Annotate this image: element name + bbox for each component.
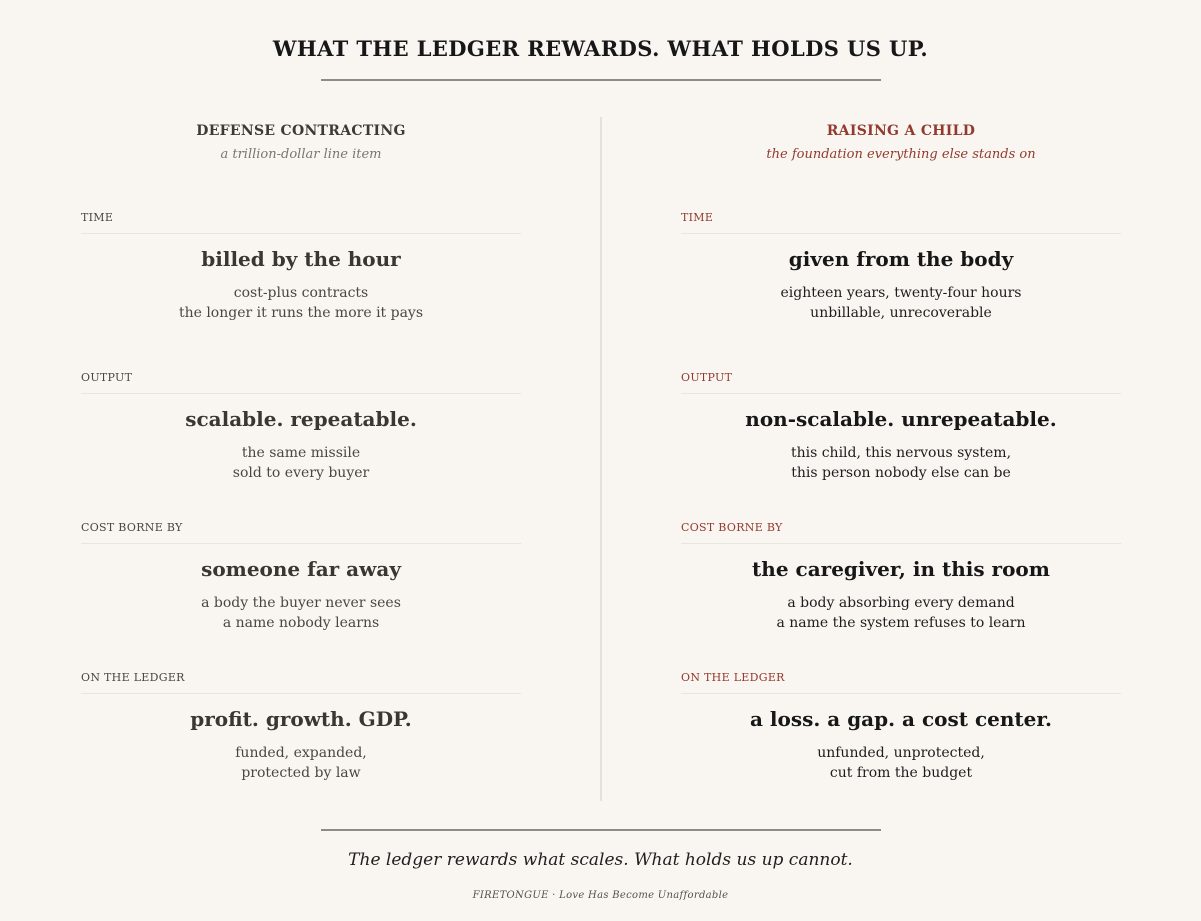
section-detail-line: a name nobody learns xyxy=(222,615,380,631)
section-headline: given from the body xyxy=(788,247,1014,271)
top-rule xyxy=(321,79,881,81)
bottom-rule xyxy=(321,829,881,831)
section-label: TIME xyxy=(81,211,114,224)
section-label: COST BORNE BY xyxy=(681,521,783,534)
section-headline: scalable. repeatable. xyxy=(185,407,417,431)
section-divider xyxy=(81,233,521,234)
section-detail-line: the same missile xyxy=(241,445,361,461)
section-headline: the caregiver, in this room xyxy=(752,557,1050,581)
tagline: The ledger rewards what scales. What holds us up cannot. xyxy=(348,850,853,870)
section-label: ON THE LEDGER xyxy=(81,671,185,684)
section-divider xyxy=(681,543,1121,544)
section-detail-line: a body the buyer never sees xyxy=(201,595,401,611)
section-detail-line: unfunded, unprotected, xyxy=(817,745,985,761)
section-headline: non-scalable. unrepeatable. xyxy=(745,407,1057,431)
page-title: WHAT THE LEDGER REWARDS. WHAT HOLDS US UP. xyxy=(272,36,929,61)
section-headline: a loss. a gap. a cost center. xyxy=(749,707,1053,731)
section-label: TIME xyxy=(681,211,714,224)
center-divider xyxy=(600,117,602,801)
section-label: COST BORNE BY xyxy=(81,521,183,534)
section-detail-line: this person nobody else can be xyxy=(791,465,1011,481)
left-column-subheading: a trillion-dollar line item xyxy=(220,147,382,162)
section-divider xyxy=(681,693,1121,694)
section-detail-line: cut from the budget xyxy=(829,765,973,781)
section-divider xyxy=(81,693,521,694)
section-detail-line: funded, expanded, xyxy=(235,745,367,761)
section-divider xyxy=(681,233,1121,234)
section-detail-line: a name the system refuses to learn xyxy=(776,615,1026,631)
section-headline: profit. growth. GDP. xyxy=(190,707,412,731)
section-detail-line: cost-plus contracts xyxy=(233,285,369,301)
section-headline: someone far away xyxy=(201,557,401,581)
section-detail-line: unbillable, unrecoverable xyxy=(810,305,992,321)
section-divider xyxy=(81,543,521,544)
section-detail-line: sold to every buyer xyxy=(232,465,370,481)
section-label: OUTPUT xyxy=(681,371,733,384)
right-column-heading: RAISING A CHILD xyxy=(826,123,976,139)
section-detail-line: a body absorbing every demand xyxy=(787,595,1015,611)
right-column-subheading: the foundation everything else stands on xyxy=(766,147,1036,162)
section-label: OUTPUT xyxy=(81,371,133,384)
section-detail-line: this child, this nervous system, xyxy=(790,445,1012,461)
section-headline: billed by the hour xyxy=(201,247,401,271)
section-divider xyxy=(81,393,521,394)
section-divider xyxy=(681,393,1121,394)
section-detail-line: the longer it runs the more it pays xyxy=(178,305,424,321)
section-detail-line: protected by law xyxy=(241,765,361,781)
section-detail-line: eighteen years, twenty-four hours xyxy=(780,285,1022,301)
section-label: ON THE LEDGER xyxy=(681,671,785,684)
left-column-heading: DEFENSE CONTRACTING xyxy=(196,123,406,139)
footer-credit: FIRETONGUE · Love Has Become Unaffordable xyxy=(472,890,729,901)
